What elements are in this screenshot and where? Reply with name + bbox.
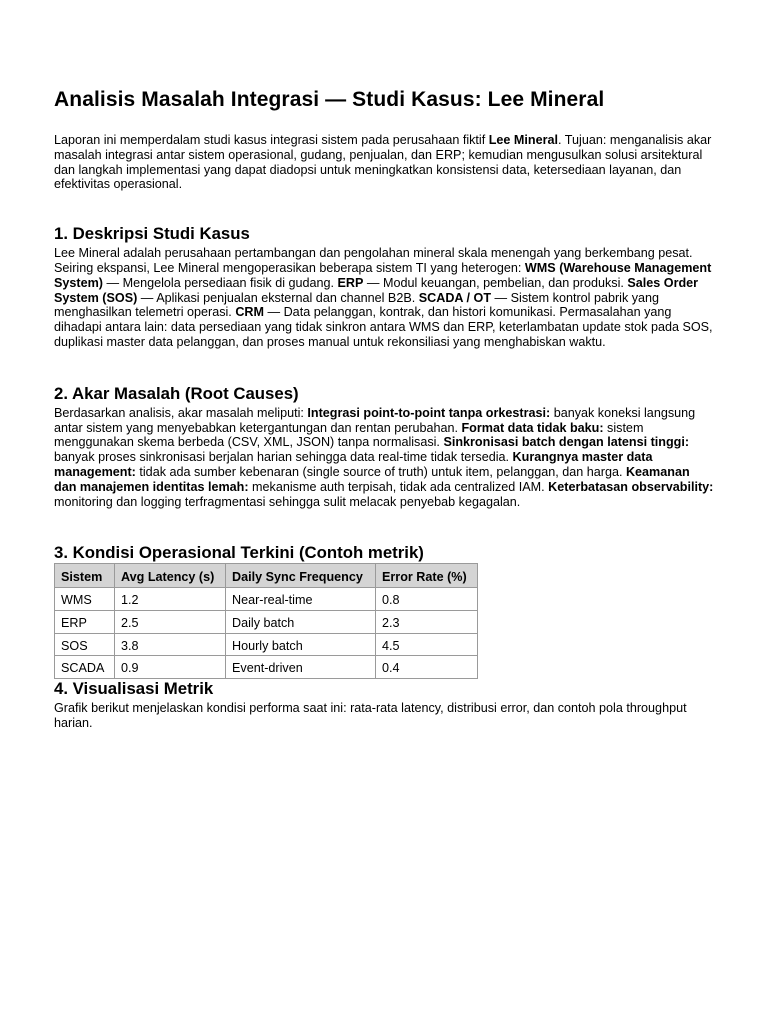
section-2-cause-sync: Sinkronisasi batch dengan latensi tinggi:: [443, 435, 690, 450]
section-3-heading: 3. Kondisi Operasional Terkini (Contoh metrik): [54, 543, 424, 563]
section-2-cause-observability: Keterbatasan observability:: [548, 479, 714, 494]
table-cell: ERP: [55, 610, 115, 633]
section-1-text: — Mengelola persediaan fisik di gudang.: [103, 275, 338, 290]
section-4-heading: 4. Visualisasi Metrik: [54, 678, 214, 698]
section-1-text: — Sistem kontrol pabrik yang menghasilkan telemetri operasi.: [54, 290, 660, 320]
column-header-error-rate: Error Rate (%): [376, 564, 478, 588]
table-cell: SOS: [55, 633, 115, 656]
intro-paragraph: [54, 133, 714, 192]
table-cell: 0.4: [376, 656, 478, 679]
table-cell: SCADA: [55, 656, 115, 679]
section-2-cause-security: Keamanan dan manajemen identitas lemah:: [54, 464, 690, 494]
intro-company-name: Lee Mineral: [488, 133, 559, 147]
section-2-cause-format: Format data tidak baku:: [461, 420, 604, 435]
table-cell: 2.5: [115, 610, 226, 633]
table-row: [55, 633, 478, 656]
section-1-text: — Aplikasi penjualan eksternal dan channel B2B.: [137, 290, 419, 305]
table-cell: Near-real-time: [226, 588, 376, 611]
table-cell: 3.8: [115, 633, 226, 656]
intro-text: . Tujuan: menganalisis akar masalah integrasi antar sistem operasional, gudang, penjualan, dan ERP; kemudian mengusulkan solusi arsitektural dan langkah implementasi yang dapat diadopsi untuk meningkatkan konsistensi data, ketersediaan layanan, dan efektivitas operasional.: [54, 133, 712, 192]
column-header-sync-frequency: Daily Sync Frequency: [226, 564, 376, 588]
table-header-row: [55, 564, 478, 588]
table-cell: WMS: [55, 588, 115, 611]
section-1-term-crm: CRM: [235, 305, 264, 320]
section-2-cause-mdm: Kurangnya master data management:: [54, 450, 653, 479]
section-1-text: Lee Mineral adalah perusahaan pertambangan dan pengolahan mineral skala menengah yang berkembang pesat. Seiring ekspansi, Lee Mineral mengoperasikan beberapa sistem TI yang heterogen:: [54, 246, 693, 275]
table-row: [55, 610, 478, 633]
table-cell: 4.5: [376, 633, 478, 656]
section-2-cause-integration: Integrasi point-to-point tanpa orkestrasi:: [307, 405, 551, 420]
section-4-paragraph: Grafik berikut menjelaskan kondisi performa saat ini: rata-rata latency, distribusi error, dan contoh pola throughput harian.: [54, 700, 687, 730]
section-2-text: monitoring dan logging terfragmentasi sehingga sulit melacak penyebab kegagalan.: [54, 494, 521, 509]
section-2-text: banyak proses sinkronisasi berjalan harian sehingga data real-time tidak tersedia.: [54, 450, 513, 465]
document: [54, 86, 714, 730]
page-title: Analisis Masalah Integrasi — Studi Kasus: Lee Mineral: [54, 88, 605, 111]
section-2-text: banyak koneksi langsung antar sistem yang menyebabkan ketergantungan dan rentan perubahan.: [54, 405, 696, 435]
table-row: [55, 656, 478, 679]
section-2-paragraph: [54, 406, 714, 510]
section-2-heading: 2. Akar Masalah (Root Causes): [54, 383, 299, 403]
section-1-text: — Modul keuangan, pembelian, dan produksi.: [363, 275, 628, 290]
section-1-text: — Data pelanggan, kontrak, dan histori komunikasi. Permasalahan yang dihadapi antara lain: data persediaan yang tidak sinkron antara WMS dan ERP, keterlambatan update stok pada SOS, duplikasi master data pelanggan, dan proses manual untuk rekonsiliasi yang menghabiskan waktu.: [54, 305, 713, 349]
section-1-heading: 1. Deskripsi Studi Kasus: [54, 224, 250, 244]
section-2-text: mekanisme auth terpisah, tidak ada centralized IAM.: [248, 479, 549, 494]
intro-text: Laporan ini memperdalam studi kasus integrasi sistem pada perusahaan fiktif: [54, 133, 489, 147]
section-2-text: sistem menggunakan skema berbeda (CSV, XML, JSON) tanpa normalisasi.: [54, 420, 644, 450]
table-cell: 0.8: [376, 588, 478, 611]
table-cell: Daily batch: [226, 610, 376, 633]
column-header-system: Sistem: [55, 564, 115, 588]
section-1-term-sos: Sales Order System (SOS): [54, 275, 699, 305]
section-2-text: tidak ada sumber kebenaran (single source of truth) untuk item, pelanggan, dan harga.: [135, 464, 626, 479]
table-cell: 2.3: [376, 610, 478, 633]
table-row: [55, 588, 478, 611]
section-1-paragraph: [54, 246, 714, 350]
table-cell: Event-driven: [226, 656, 376, 679]
section-2-text: Berdasarkan analisis, akar masalah meliputi:: [54, 405, 308, 420]
section-1-term-erp: ERP: [337, 275, 364, 290]
table-cell: 0.9: [115, 656, 226, 679]
section-1-term-scada: SCADA / OT: [418, 290, 492, 305]
column-header-latency: Avg Latency (s): [115, 564, 226, 588]
table-cell: Hourly batch: [226, 633, 376, 656]
table-cell: 1.2: [115, 588, 226, 611]
metrics-table: [54, 563, 478, 679]
section-1-term-wms: WMS (Warehouse Management System): [54, 260, 712, 290]
